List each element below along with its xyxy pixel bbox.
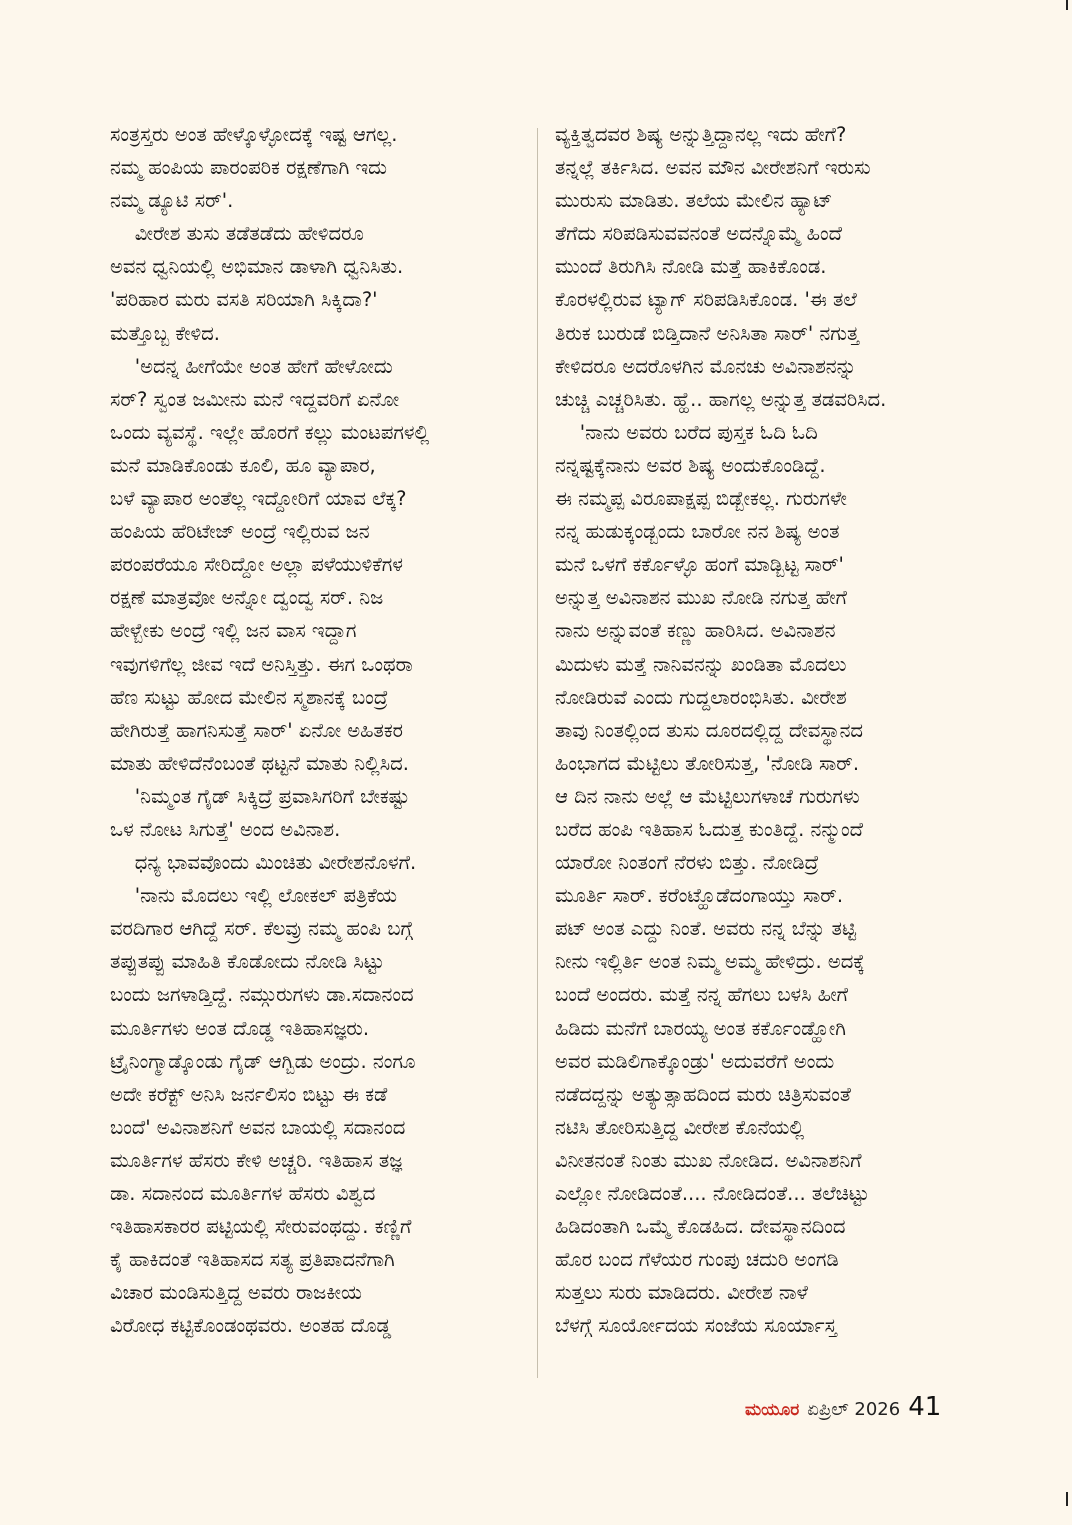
text-line: ನೀನು ಇಲ್ಲಿರ್ತಿ ಅಂತ ನಿಮ್ಮ ಅಮ್ಮ ಹೇಳಿದ್ರು. ಅದಕ್ಕೆ <box>555 950 865 974</box>
text-line: ನಮ್ಮ ಡ್ಯೂಟಿ ಸರ್'. <box>110 189 234 213</box>
text-line: ಮುರುಸು ಮಾಡಿತು. ತಲೆಯ ಮೇಲಿನ ಹ್ಯಾಟ್ <box>555 189 833 213</box>
text-line: ಪರಂಪರೆಯೂ ಸೇರಿದ್ದೋ ಅಲ್ಲಾ ಪಳೆಯುಳಿಕೆಗಳ <box>110 553 403 577</box>
text-line: ವ್ಯಕ್ತಿತ್ವದವರ ಶಿಷ್ಯ ಅನ್ನುತ್ತಿದ್ದಾನಲ್ಲ ಇದು ಹೇಗೆ? <box>555 123 847 146</box>
text-line: ಅದೇ ಕರೆಕ್ಟ್ ಅನಿಸಿ ಜರ್ನಲಿಸಂ ಬಿಟ್ಟು ಈ ಕಡೆ <box>110 1082 388 1106</box>
text-line: ವಿನೀತನಂತೆ ನಿಂತು ಮುಖ ನೋಡಿದ. ಅವಿನಾಶನಿಗೆ <box>555 1148 862 1172</box>
text-line: ಹಿಂಭಾಗದ ಮೆಟ್ಟಿಲು ತೋರಿಸುತ್ತ, 'ನೋಡಿ ಸಾರ್. <box>555 751 860 775</box>
text-line: ಮೂರ್ತಿ ಸಾರ್. ಕರೆಂಟ್ಹೊಡೆದಂಗಾಯ್ತು ಸಾರ್. <box>555 884 844 908</box>
text-line: ಡಾ. ಸದಾನಂದ ಮೂರ್ತಿಗಳ ಹೆಸರು ವಿಶ್ವದ <box>110 1182 376 1205</box>
text-line: ನಾನು ಅನ್ನುವಂತೆ ಕಣ್ಣು ಹಾರಿಸಿದ. ಅವಿನಾಶನ <box>555 619 836 643</box>
text-line: ಕೈ ಹಾಕಿದಂತೆ ಇತಿಹಾಸದ ಸತ್ಯ ಪ್ರತಿಪಾದನೆಗಾಗಿ <box>110 1248 395 1272</box>
text-line: ವರದಿಗಾರ ಆಗಿದ್ದೆ ಸರ್. ಕೆಲವ್ರು ನಮ್ಮ ಹಂಪಿ ಬಗ್ಗೆ <box>110 917 413 941</box>
text-line: ಹೇಳ್ಬೇಕು ಅಂದ್ರೆ ಇಲ್ಲಿ ಜನ ವಾಸ ಇದ್ದಾಗ <box>110 619 357 643</box>
text-line: ಸಂತ್ರಸ್ತರು ಅಂತ ಹೇಳ್ಕೊಳ್ಳೋದಕ್ಕೆ ಇಷ್ಟ ಆಗಲ್ಲ. <box>110 123 398 146</box>
text-line: ಧನ್ಯ ಭಾವವೊಂದು ಮಿಂಚಿತು ವೀರೇಶನೊಳಗೆ. <box>110 851 417 875</box>
text-line: ತನ್ನಲ್ಲೆ ತರ್ಕಿಸಿದ. ಅವನ ಮೌನ ವೀರೇಶನಿಗೆ ಇರುಸು <box>555 156 871 180</box>
text-line: ಅನ್ನುತ್ತ ಅವಿನಾಶನ ಮುಖ ನೋಡಿ ನಗುತ್ತ ಹೇಗೆ <box>555 586 847 610</box>
text-line: ಎಲ್ಲೋ ನೋಡಿದಂತೆ.... ನೋಡಿದಂತೆ... ತಲೆಚಿಟ್ಟು <box>555 1182 870 1205</box>
text-line: ಟ್ರೈನಿಂಗ್ಮಾಡ್ಕೊಂಡು ಗೈಡ್ ಆಗ್ಬಿಡು ಅಂದ್ರು. ನಂಗೂ <box>110 1049 416 1073</box>
right-column <box>555 118 965 1342</box>
text-line: 'ನಾನು ಮೊದಲು ಇಲ್ಲಿ ಲೋಕಲ್ ಪತ್ರಿಕೆಯ <box>110 884 397 908</box>
text-line: ಬಂದು ಜಗಳಾಡ್ತಿದ್ದೆ. ನಮ್ಗುರುಗಳು ಡಾ.ಸದಾನಂದ <box>110 983 414 1007</box>
text-line: ರಕ್ಷಣೆ ಮಾತ್ರವೋ ಅನ್ನೋ ದ್ವಂದ್ವ ಸರ್. ನಿಜ <box>110 586 384 610</box>
text-line: ಹಂಪಿಯ ಹೆರಿಟೇಜ್ ಅಂದ್ರೆ ಇಲ್ಲಿರುವ ಜನ <box>110 520 370 544</box>
text-line: ನನ್ನ ಹುಡುಕ್ಕಂಡ್ಬಂದು ಬಾರೋ ನನ ಶಿಷ್ಯ ಅಂತ <box>555 520 840 544</box>
page-footer <box>745 1392 941 1422</box>
text-line: ವಿರೋಧ ಕಟ್ಟಿಕೊಂಡಂಥವರು. ಅಂತಹ ದೊಡ್ಡ <box>110 1314 392 1338</box>
text-line: ಆ ದಿನ ನಾನು ಅಲ್ಲೆ ಆ ಮೆಟ್ಟಿಲುಗಳಾಚೆ ಗುರುಗಳು <box>555 784 860 808</box>
text-line: ಇತಿಹಾಸಕಾರರ ಪಟ್ಟಿಯಲ್ಲಿ ಸೇರುವಂಥದ್ದು. ಕಣ್ಣಿಗೆ <box>110 1215 412 1239</box>
text-line: ಇವುಗಳಿಗೆಲ್ಲ ಜೀವ ಇದೆ ಅನಿಸ್ತಿತ್ತು. ಈಗ ಒಂಥರಾ <box>110 652 413 676</box>
text-line: ನಟಿಸಿ ತೋರಿಸುತ್ತಿದ್ದ ವೀರೇಶ ಕೊನೆಯಲ್ಲಿ <box>555 1115 805 1139</box>
text-line: ವಿಚಾರ ಮಂಡಿಸುತ್ತಿದ್ದ ಅವರು ರಾಜಕೀಯ <box>110 1281 362 1305</box>
text-line: ಹೆಣ ಸುಟ್ಟು ಹೋದ ಮೇಲಿನ ಸ್ಮಶಾನಕ್ಕೆ ಬಂದ್ರೆ <box>110 685 389 709</box>
text-line: ಒಂದು ವ್ಯವಸ್ಥೆ. ಇಲ್ಲೇ ಹೊರಗೆ ಕಲ್ಲು ಮಂಟಪಗಳಲ್ಲಿ <box>110 420 430 444</box>
text-line: 'ಅದನ್ನ ಹೀಗೆಯೇ ಅಂತ ಹೇಗೆ ಹೇಳೋದು <box>110 354 393 378</box>
text-line: ನಡೆದದ್ದನ್ನು ಅತ್ಯುತ್ಸಾಹದಿಂದ ಮರು ಚಿತ್ರಿಸುವಂತೆ <box>555 1082 851 1106</box>
text-line: ಬೆಳಗ್ಗೆ ಸೂರ್ಯೋದಯ ಸಂಜೆಯ ಸೂರ್ಯಾಸ್ತ <box>555 1314 837 1338</box>
text-line: ಯಾರೋ ನಿಂತಂಗೆ ನೆರಳು ಬಿತ್ತು. ನೋಡಿದ್ರೆ <box>555 851 819 875</box>
text-line: 'ನಾನು ಅವರು ಬರೆದ ಪುಸ್ತಕ ಓದಿ ಓದಿ <box>555 420 818 444</box>
text-line: ಹೊರ ಬಂದ ಗೆಳೆಯರ ಗುಂಪು ಚದುರಿ ಅಂಗಡಿ <box>555 1248 839 1272</box>
text-line: ಮಿದುಳು ಮತ್ತೆ ನಾನಿವನನ್ನು ಖಂಡಿತಾ ಮೊದಲು <box>555 652 847 676</box>
text-line: ಕೊರಳಲ್ಲಿರುವ ಟ್ಯಾಗ್ ಸರಿಪಡಿಸಿಕೊಂಡ. 'ಈ ತಲೆ <box>555 288 857 312</box>
text-line: ಮೂರ್ತಿಗಳ ಹೆಸರು ಕೇಳಿ ಅಚ್ಚರಿ. ಇತಿಹಾಸ ತಜ್ಞ <box>110 1148 403 1172</box>
text-line: ಸುತ್ತಲು ಸುರು ಮಾಡಿದರು. ವೀರೇಶ ನಾಳೆ <box>555 1281 808 1305</box>
left-column <box>110 118 520 1342</box>
crop-mark-bottom-right <box>1066 1492 1068 1506</box>
text-line: ತಿರುಕ ಬುರುಡೆ ಬಿಡ್ತಿದಾನೆ ಅನಿಸಿತಾ ಸಾರ್' ನಗುತ್ತ <box>555 321 859 345</box>
text-line: ಬಳೆ ವ್ಯಾಪಾರ ಅಂತೆಲ್ಲ ಇದ್ದೋರಿಗೆ ಯಾವ ಲೆಕ್ಕ? <box>110 487 407 511</box>
text-line: 'ನಿಮ್ಮಂತ ಗೈಡ್ ಸಿಕ್ಕಿದ್ರೆ ಪ್ರವಾಸಿಗರಿಗೆ ಬೇಕಷ್ಟು <box>110 784 410 808</box>
text-line: ಕೇಳಿದರೂ ಅದರೊಳಗಿನ ಮೊನಚು ಅವಿನಾಶನನ್ನು <box>555 354 857 378</box>
text-line: ಮುಂದೆ ತಿರುಗಿಸಿ ನೋಡಿ ಮತ್ತೆ ಹಾಕಿಕೊಂಡ. <box>555 255 827 279</box>
magazine-logo: ಮಯೂರ <box>745 1400 800 1420</box>
text-line: ಪಟ್ ಅಂತ ಎದ್ದು ನಿಂತೆ. ಅವರು ನನ್ನ ಬೆನ್ನು ತಟ್ಟಿ <box>555 917 857 941</box>
text-line: ಈ ನಮ್ಮಪ್ಪ ವಿರೂಪಾಕ್ಷಪ್ಪ ಬಿಡ್ಬೇಕಲ್ಲ. ಗುರುಗಳೇ <box>555 487 847 511</box>
column-divider <box>537 128 538 1378</box>
text-line: ಮತ್ತೊಬ್ಬ ಕೇಳಿದ. <box>110 321 220 345</box>
text-line: ಮೂರ್ತಿಗಳು ಅಂತ ದೊಡ್ಡ ಇತಿಹಾಸಜ್ಞರು. <box>110 1016 370 1040</box>
text-line: ಹೇಗಿರುತ್ತೆ ಹಾಗನಿಸುತ್ತೆ ಸಾರ್' ಏನೋ ಅಹಿತಕರ <box>110 718 403 742</box>
text-line: ಒಳ ನೋಟ ಸಿಗುತ್ತೆ' ಅಂದ ಅವಿನಾಶ. <box>110 817 341 841</box>
text-line: ಬರೆದ ಹಂಪಿ ಇತಿಹಾಸ ಓದುತ್ತ ಕುಂತಿದ್ದೆ. ನನ್ಮುಂದೆ <box>555 817 864 841</box>
text-line: ಹಿಡಿದು ಮನೆಗೆ ಬಾರಯ್ಯ ಅಂತ ಕರ್ಕೊಂಡ್ಹೋಗಿ <box>555 1016 846 1040</box>
text-line: ನೋಡಿರುವೆ ಎಂದು ಗುದ್ದಲಾರಂಭಿಸಿತು. ವೀರೇಶ <box>555 685 847 709</box>
text-line: ವೀರೇಶ ತುಸು ತಡೆತಡೆದು ಹೇಳಿದರೂ <box>110 222 364 246</box>
text-line: ಮಾತು ಹೇಳಿದೆನೆಂಬಂತೆ ಥಟ್ಟನೆ ಮಾತು ನಿಲ್ಲಿಸಿದ. <box>110 751 409 775</box>
text-line: ತಪ್ಪುತಪ್ಪು ಮಾಹಿತಿ ಕೊಡೋದು ನೋಡಿ ಸಿಟ್ಟು <box>110 950 385 974</box>
text-line: ನಮ್ಮ ಹಂಪಿಯ ಪಾರಂಪರಿಕ ರಕ್ಷಣೆಗಾಗಿ ಇದು <box>110 156 387 180</box>
issue-date: ಏಪ್ರಿಲ್ 2026 <box>807 1399 901 1420</box>
text-line: ತೆಗೆದು ಸರಿಪಡಿಸುವವನಂತೆ ಅದನ್ನೊಮ್ಮೆ ಹಿಂದೆ <box>555 222 842 246</box>
crop-mark-top-right <box>1066 0 1068 10</box>
text-line: ಚುಚ್ಚಿ ಎಚ್ಚರಿಸಿತು. ಹ್ಹೆ.. ಹಾಗಲ್ಲ ಅನ್ನುತ್ತ ತಡವರಿಸಿದ. <box>555 387 887 411</box>
text-line: ಮನೆ ಒಳಗೆ ಕರ್ಕೊಳ್ಳೊ ಹಂಗೆ ಮಾಡ್ಬಿಟ್ಟ ಸಾರ್' <box>555 553 844 577</box>
page-number: 41 <box>908 1392 942 1422</box>
text-line: ಅವನ ಧ್ವನಿಯಲ್ಲಿ ಅಭಿಮಾನ ಡಾಳಾಗಿ ಧ್ವನಿಸಿತು. <box>110 255 404 279</box>
text-line: ಮನೆ ಮಾಡಿಕೊಂಡು ಕೂಲಿ, ಹೂ ವ್ಯಾಪಾರ, <box>110 453 376 477</box>
text-line: ಅವರ ಮಡಿಲಿಗಾಕ್ಕೊಂಡ್ರು' ಅದುವರೆಗೆ ಅಂದು <box>555 1049 835 1073</box>
text-line: 'ಪರಿಹಾರ ಮರು ವಸತಿ ಸರಿಯಾಗಿ ಸಿಕ್ಕಿದಾ?' <box>110 288 378 312</box>
text-line: ತಾವು ನಿಂತಲ್ಲಿಂದ ತುಸು ದೂರದಲ್ಲಿದ್ದ ದೇವಸ್ಥಾನದ <box>555 718 864 742</box>
text-line: ಸರ್? ಸ್ವಂತ ಜಮೀನು ಮನೆ ಇದ್ದವರಿಗೆ ಏನೋ <box>110 387 400 411</box>
text-line: ಬಂದೆ ಅಂದರು. ಮತ್ತೆ ನನ್ನ ಹೆಗಲು ಬಳಸಿ ಹೀಗೆ <box>555 983 849 1007</box>
text-line: ಬಂದೆ' ಅವಿನಾಶನಿಗೆ ಅವನ ಬಾಯಲ್ಲಿ ಸದಾನಂದ <box>110 1115 406 1139</box>
text-line: ನನ್ನಷ್ಟಕ್ಕೆನಾನು ಅವರ ಶಿಷ್ಯ ಅಂದುಕೊಂಡಿದ್ದೆ. <box>555 453 826 477</box>
text-line: ಹಿಡಿದಂತಾಗಿ ಒಮ್ಮೆ ಕೊಡಹಿದ. ದೇವಸ್ಥಾನದಿಂದ <box>555 1215 846 1239</box>
